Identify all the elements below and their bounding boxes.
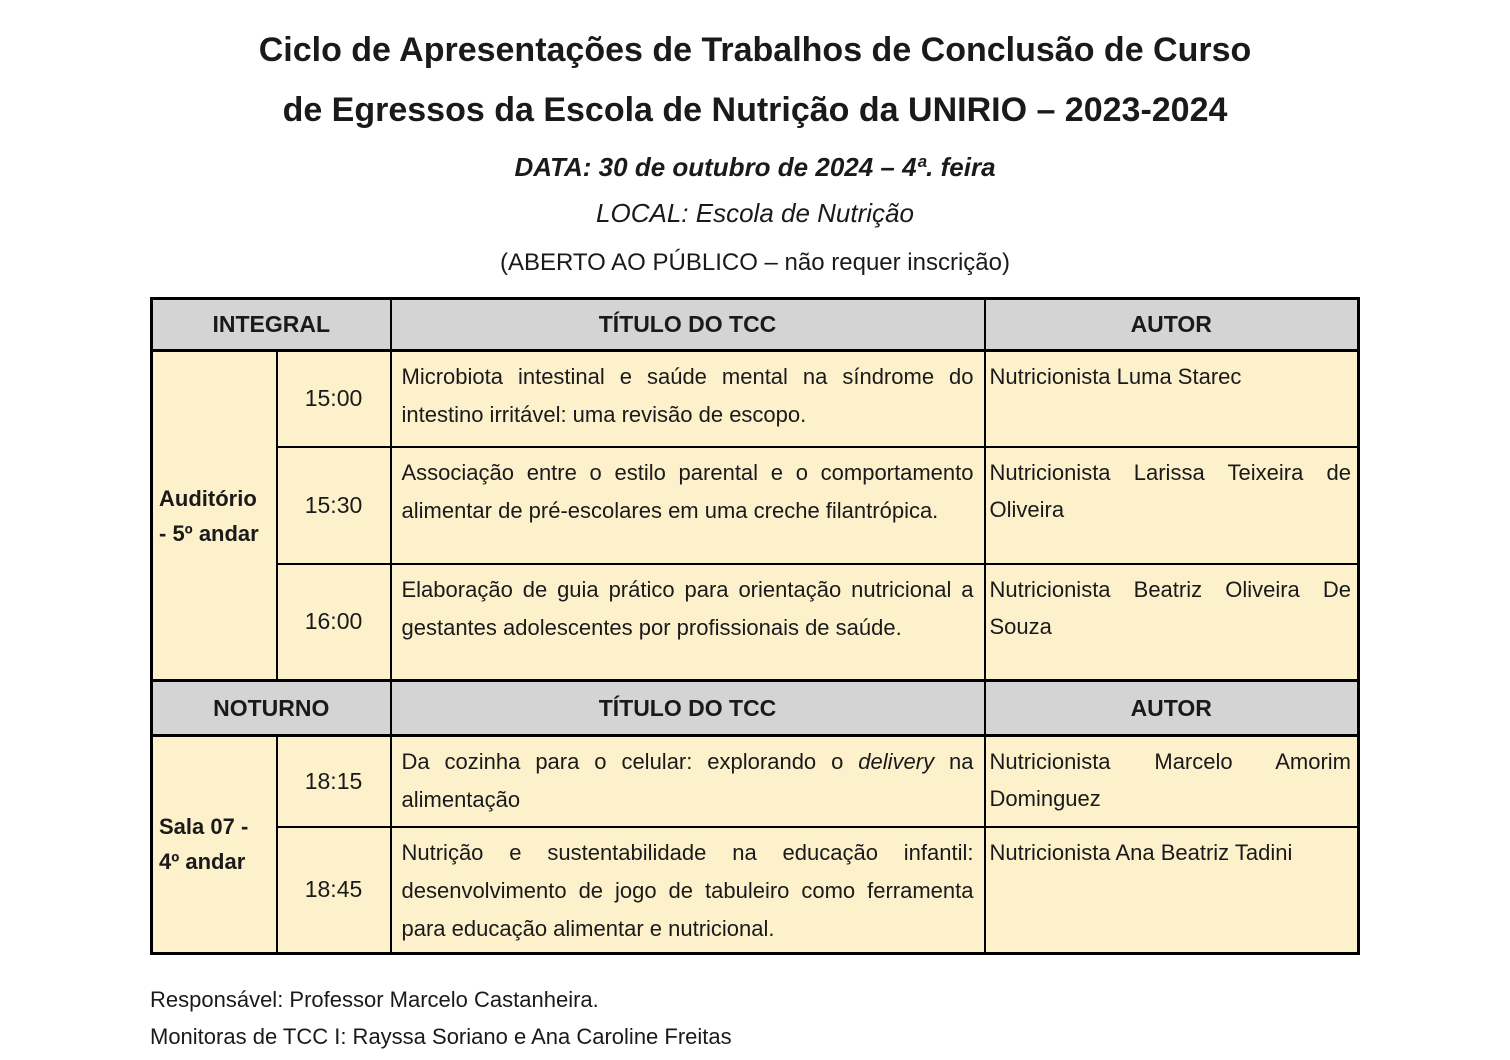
event-location: LOCAL: Escola de Nutrição [596,198,914,228]
author-cell: Nutricionista Larissa Teixeira de Oliveira [985,447,1359,564]
tcc-title-cell: Nutrição e sustentabilidade na educação infantil: desenvolvimento de jogo de tabuleiro como ferramenta para educação alimentar e nutricional. [391,827,985,954]
table-row [152,736,1359,827]
event-date: DATA: 30 de outubro de 2024 – 4ª. feira [514,152,996,182]
tcc-title-text: Da cozinha para o celular: explorando o [401,749,859,774]
room-line2: - 5º andar [159,520,259,546]
room-cell-auditorio [152,351,277,681]
table-row [152,351,1359,447]
time-cell: 18:15 [277,736,391,827]
public-note: (ABERTO AO PÚBLICO – não requer inscrição) [500,249,1010,276]
author-column-header: AUTOR [985,681,1359,736]
time-cell: 16:00 [277,564,391,681]
room-line1: Sala 07 - [159,814,249,840]
page-title [0,0,1510,140]
table-row [152,827,1359,954]
section-header-integral [152,299,1359,351]
author-cell: Nutricionista Beatriz Oliveira De Souza [985,564,1359,681]
responsible-line: Responsável: Professor Marcelo Castanheira. [150,986,599,1012]
tcc-title-text: na alimentação [401,749,974,812]
time-cell: 15:00 [277,351,391,447]
time-cell: 15:30 [277,447,391,564]
table-row [152,564,1359,681]
period-header: INTEGRAL [152,299,391,351]
title-column-header: TÍTULO DO TCC [391,681,985,736]
author-cell: Nutricionista Luma Starec [985,351,1359,447]
author-cell: Nutricionista Marcelo Amorim Dominguez [985,736,1359,827]
section-header-noturno [152,681,1359,736]
period-header: NOTURNO [152,681,391,736]
monitors-line: Monitoras de TCC I: Rayssa Soriano e Ana Caroline Freitas [150,1023,732,1049]
page-title-line2: de Egressos da Escola de Nutrição da UNIRIO – 2023-2024 [282,91,1228,129]
tcc-title-cell: Microbiota intestinal e saúde mental na síndrome do intestino irritável: uma revisão de escopo. [391,351,985,447]
schedule-table [150,297,1360,955]
author-column-header: AUTOR [985,299,1359,351]
room-line2: 4º andar [159,849,246,875]
title-column-header: TÍTULO DO TCC [391,299,985,351]
room-cell-sala07 [152,736,277,954]
footer [150,981,1510,1055]
tcc-title-italic-word: delivery [858,749,935,774]
tcc-title-cell: Elaboração de guia prático para orientação nutricional a gestantes adolescentes por profissionais de saúde. [391,564,985,681]
author-cell: Nutricionista Ana Beatriz Tadini [985,827,1359,954]
tcc-title-cell [391,736,985,827]
table-row [152,447,1359,564]
room-line1: Auditório [159,485,257,511]
tcc-title-cell: Associação entre o estilo parental e o comportamento alimentar de pré-escolares em uma creche filantrópica. [391,447,985,564]
time-cell: 18:45 [277,827,391,954]
page-title-line1: Ciclo de Apresentações de Trabalhos de Conclusão de Curso [258,31,1252,69]
